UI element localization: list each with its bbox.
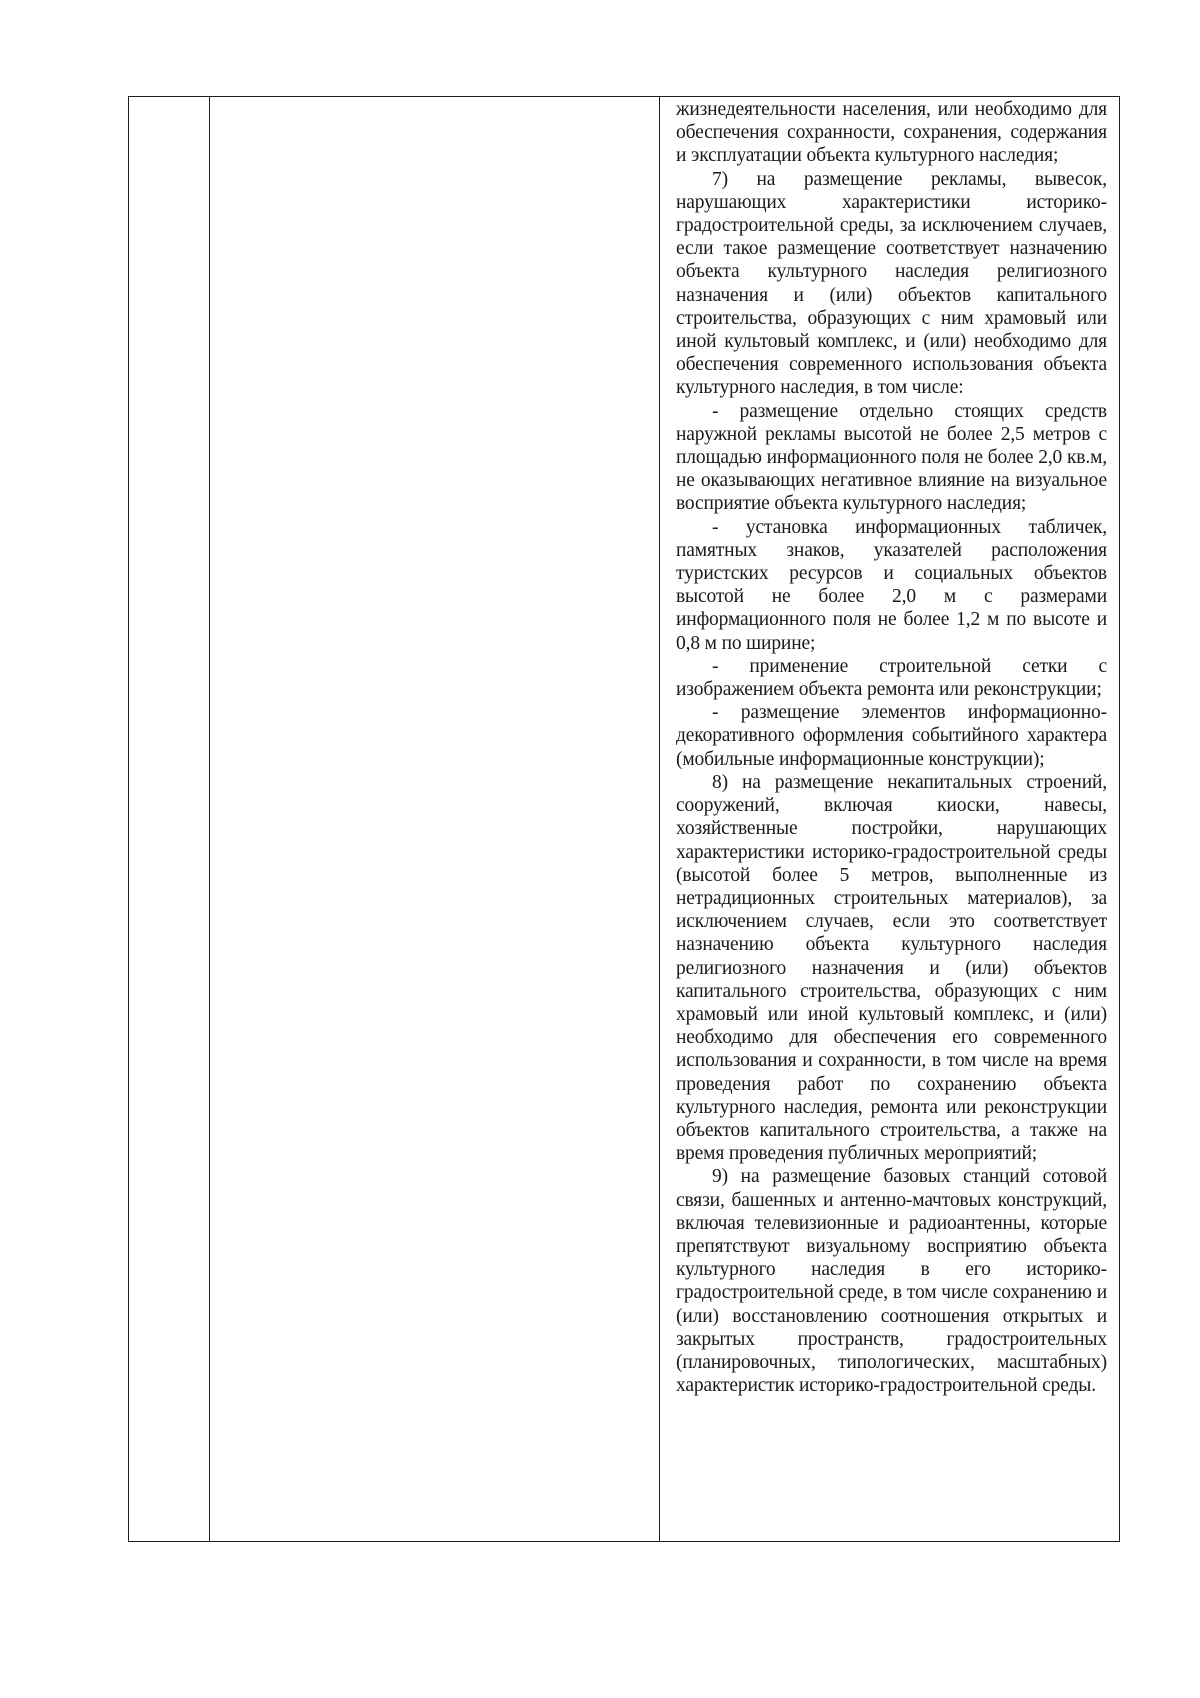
paragraph-bullet-mesh: - применение строительной сетки с изображением объекта ремонта или реконструкции; [676,655,1107,701]
table-column-requirements [660,97,1119,1541]
document-table [128,96,1120,1542]
paragraph-item-9: 9) на размещение базовых станций сотовой связи, башенных и антенно-мачтовых конструкций, включая телевизионные и радиоантенны, которые препятствуют визуальному восприятию объекта культурного наследия в его историко-градостроительной среде, в том числе сохранению и (или) восстановлению соотношения открытых и закрытых пространств, градостроительных (планировочных, типологических, масштабных) характеристик историко-градостроительной среды. [676,1166,1107,1397]
paragraph-bullet-decor: - размещение элементов информационно-декоративного оформления событийного характера (мобильные информационные конструкции); [676,702,1107,770]
paragraph-bullet-advertising: - размещение отдельно стоящих средств наружной рекламы высотой не более 2,5 метров с площадью информационного поля не более 2,0 кв.м, не оказывающих негативное влияние на визуальное восприятие объекта культурного наследия; [676,400,1107,515]
table-column-number [129,97,210,1541]
paragraph-continuation: жизнедеятельности населения, или необходимо для обеспечения сохранности, сохранения, содержания и эксплуатации объекта культурного наследия; [676,99,1107,167]
table-column-name [210,97,660,1541]
paragraph-bullet-signs: - установка информационных табличек, памятных знаков, указателей расположения туристских ресурсов и социальных объектов высотой не более 2,0 м с размерами информационного поля не более 1,2 м по высоте и 0,8 м по ширине; [676,516,1107,654]
paragraph-item-7: 7) на размещение рекламы, вывесок, нарушающих характеристики историко-градостроительной среды, за исключением случаев, если такое размещение соответствует назначению объекта культурного наследия религиозного назначения и (или) объектов капитального строительства, образующих с ним храмовый или иной культовый комплекс, и (или) необходимо для обеспечения современного использования объекта культурного наследия, в том числе: [676,168,1107,399]
paragraph-item-8: 8) на размещение некапитальных строений, сооружений, включая киоски, навесы, хозяйственные постройки, нарушающих характеристики историко-градостроительной среды (высотой более 5 метров, выполненные из нетрадиционных строительных материалов), за исключением случаев, если это соответствует назначению объекта культурного наследия религиозного назначения и (или) объектов капитального строительства, образующих с ним храмовый или иной культовый комплекс, и (или) необходимо для обеспечения его современного использования и сохранности, в том числе на время проведения работ по сохранению объекта культурного наследия, ремонта или реконструкции объектов капитального строительства, а также на время проведения публичных мероприятий; [676,771,1107,1165]
